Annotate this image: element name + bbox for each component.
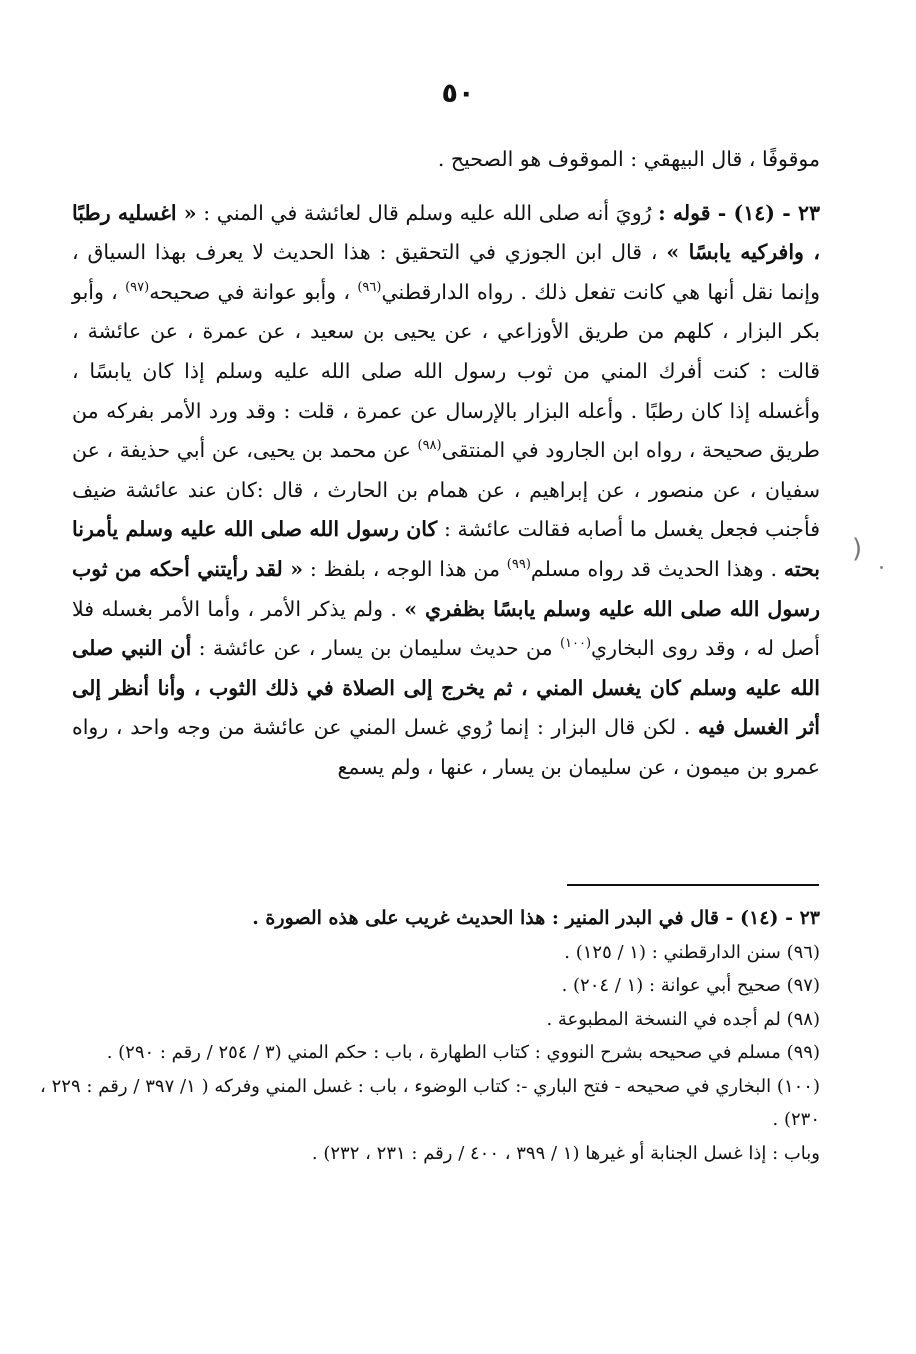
footnotes [40, 902, 820, 1170]
footnote-100-continued: وباب : إذا غسل الجنابة أو غيرها (١ / ٣٩٩ ، ٤٠٠ / رقم : ٢٣١ ، ٢٣٢) . [311, 1142, 820, 1164]
footnote-99: (٩٩) مسلم في صحيحه بشرح النووي : كتاب الطهارة ، باب : حكم المني (٣ / ٢٥٤ / رقم : ٢٩٠) . [106, 1042, 820, 1063]
paragraph-hadith-23 [72, 194, 820, 788]
hadith-quote: أن النبي صلى الله عليه وسلم كان يغسل المني ، ثم يخرج إلى الصلاة في ذلك الثوب ، وأنا أنظر إلى أثر الغسل فيه [72, 636, 821, 740]
footnote-ref-98: (٩٨) [417, 438, 442, 454]
footnote-ref-97: (٩٧) [125, 279, 150, 295]
margin-dot [880, 566, 883, 569]
text-segment: رُويَ أنه صلى الله عليه وسلم قال لعائشة في المني : [196, 200, 659, 225]
footnote-hadith-23 [40, 902, 820, 936]
footnote-divider [567, 884, 819, 886]
main-text [72, 140, 820, 788]
footnote-97: (٩٧) صحيح أبي عوانة : (١ / ٢٠٤) . [561, 975, 820, 996]
hadith-heading: ٢٣ - (١٤) - قوله : [658, 200, 820, 225]
paragraph-continuation: موقوفًا ، قال البيهقي : الموقوف هو الصحيح . [437, 147, 820, 171]
margin-mark: ( [852, 534, 863, 564]
text-segment: . لكن قال البزار : إنما رُوي غسل المني عن عائشة من وجه واحد ، رواه عمرو بن ميمون ، عن سليمان بن يسار ، عنها ، ولم يسمع [72, 715, 820, 779]
text-segment: من حديث سليمان بن يسار ، عن عائشة : [191, 636, 560, 661]
footnote-98: (٩٨) لم أجده في النسخة المطبوعة . [546, 1008, 820, 1030]
hadith-quote: كان رسول الله صلى الله عليه وسلم يأمرنا بحته [72, 517, 820, 581]
text-segment: . ولم يذكر الأمر ، وأما الأمر بغسله فلا أصل له ، وقد روى البخاري [72, 596, 820, 661]
footnote-100: (١٠٠) البخاري في صحيحه - فتح الباري -: كتاب الوضوء ، باب : غسل المني وفركه ( ١/ ٣٩٧ / رقم : ٢٢٩ ، ٢٣٠) . [40, 1075, 820, 1130]
footnote-ref-99: (٩٩) [506, 557, 531, 573]
text-segment: عن محمد بن يحيى، عن أبي حذيفة ، عن سفيان ، عن منصور ، عن إبراهيم ، عن همام بن الحارث ، قال :كان عند عائشة ضيف فأجنب فجعل يغسل ما أصابه فقالت عائشة : [72, 438, 820, 542]
hadith-quote: « اغسليه رطبًا ، وافركيه يابسًا » [72, 200, 820, 265]
page-number: ٥٠ [441, 78, 475, 109]
text-segment: ، وأبو عوانة في صحيحه [149, 279, 358, 304]
text-segment: ، قال ابن الجوزي في التحقيق : هذا الحديث لا يعرف بهذا السياق ، وإنما نقل أنها هي كانت تفعل ذلك . رواه الدارقطني [72, 240, 820, 304]
footnote-ref-96: (٩٦) [357, 279, 382, 295]
text-segment: من هذا الوجه ، بلفظ : [303, 556, 507, 581]
footnote-ref-100: (١٠٠) [559, 636, 592, 652]
hadith-quote: « لقد رأيتني أحكه من ثوب رسول الله صلى الله عليه وسلم يابسًا بظفري » [72, 556, 820, 621]
text-segment: . وهذا الحديث قد رواه مسلم [530, 556, 784, 581]
footnote-hadith-23-text: ٢٣ - (١٤) - قال في البدر المنير : هذا الحديث غريب على هذه الصورة . [252, 907, 820, 929]
text-segment: ، وأبو بكر البزار ، كلهم من طريق الأوزاعي ، عن يحيى بن سعيد ، عن عمرة ، عن عائشة ، قالت : كنت أفرك المني من ثوب رسول الله صلى الله عليه وسلم إذا كان يابسًا ، وأغسله إذا كان رطبًا . وأعله البزار بالإرسال عن عمرة ، قلت : وقد ورد الأمر بفركه من طريق صحيحة ، رواه ابن الجارود في المنتقى [72, 279, 820, 463]
footnote-96: (٩٦) سنن الدارقطني : (١ / ١٢٥) . [564, 941, 820, 963]
